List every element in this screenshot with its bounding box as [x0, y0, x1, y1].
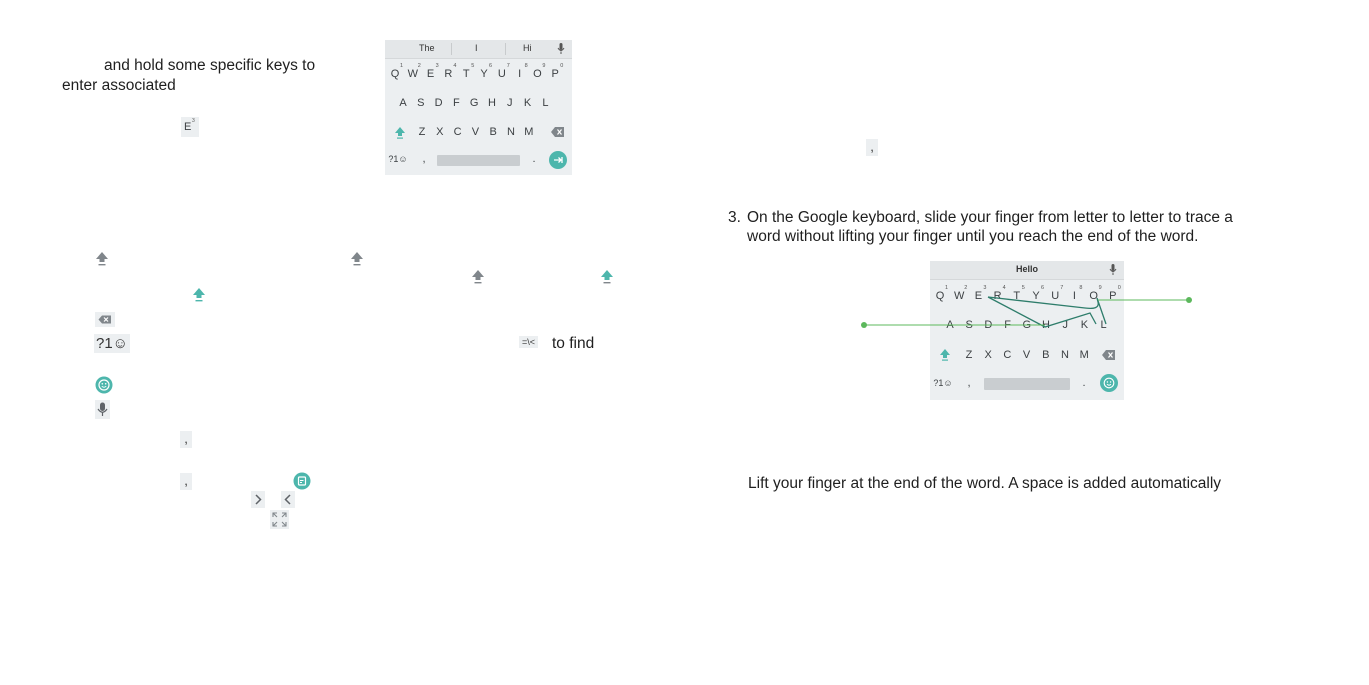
shift-gray-icon-3 — [471, 269, 485, 285]
key-c[interactable]: C — [1003, 349, 1012, 361]
chevron-right-icon — [251, 491, 265, 508]
comma-key-example-3: , — [866, 139, 878, 156]
key-b[interactable]: B — [489, 126, 497, 138]
gesture-trace-overlay — [850, 280, 1210, 340]
key-f[interactable]: F — [1004, 319, 1011, 331]
key-b[interactable]: B — [1042, 349, 1050, 361]
key-hint-q: 1 — [400, 63, 404, 69]
key-k[interactable]: K — [523, 97, 532, 109]
key-w[interactable]: W — [953, 290, 965, 302]
callout-dot-right — [1186, 297, 1192, 303]
key-u[interactable]: U — [1051, 290, 1060, 302]
shift-gray-icon-2 — [350, 251, 364, 267]
key-a[interactable]: A — [946, 319, 954, 331]
key-j[interactable]: J — [507, 97, 513, 109]
key-h[interactable]: H — [488, 97, 496, 109]
key-hint-i: 8 — [524, 63, 528, 69]
symbols-key-2[interactable]: ?1☺ — [933, 378, 953, 388]
period-key[interactable]: . — [532, 153, 536, 165]
e-key-example: E 3 — [181, 117, 199, 137]
key-g[interactable]: G — [469, 97, 479, 109]
keyboard-example-1 — [385, 40, 572, 175]
key-p[interactable]: P — [1109, 290, 1117, 302]
key-hint-e: 3 — [435, 63, 439, 69]
step-3-line-1: On the Google keyboard, slide your finger from letter to letter to trace a — [747, 209, 1233, 226]
symbols-page-key: =\< — [519, 336, 538, 348]
suggestion-bar-2 — [930, 261, 1124, 280]
key-i[interactable]: I — [1072, 290, 1076, 302]
key-hint-i: 8 — [1079, 285, 1083, 291]
key-f[interactable]: F — [453, 97, 460, 109]
intro-line-1: and hold some specific keys to — [104, 57, 316, 74]
symbols-key[interactable]: ?1☺ — [388, 154, 408, 164]
shift-gray-icon — [95, 251, 109, 267]
key-m[interactable]: M — [524, 126, 534, 138]
key-o[interactable]: O — [533, 68, 542, 80]
key-x[interactable]: X — [436, 126, 444, 138]
key-hint-y: 6 — [489, 63, 493, 69]
key-hint-o: 9 — [1098, 285, 1102, 291]
key-hint-w: 2 — [417, 63, 421, 69]
key-z[interactable]: Z — [965, 349, 973, 361]
key-hint-w: 2 — [964, 285, 968, 291]
key-o[interactable]: O — [1089, 290, 1098, 302]
mic-icon[interactable] — [557, 43, 565, 55]
key-t[interactable]: T — [1013, 290, 1021, 302]
key-m[interactable]: M — [1079, 349, 1089, 361]
suggestion-1[interactable]: The — [419, 43, 435, 53]
chevron-left-icon — [281, 491, 295, 508]
key-hint-p: 0 — [1117, 285, 1121, 291]
delete-key-icon — [95, 312, 115, 327]
symbols-key-example: ?1☺ — [96, 335, 128, 352]
key-hint-y: 6 — [1041, 285, 1045, 291]
key-v[interactable]: V — [1022, 349, 1031, 361]
key-s[interactable]: S — [965, 319, 973, 331]
comma-key[interactable]: , — [422, 153, 426, 165]
enter-icon[interactable] — [549, 151, 567, 169]
key-z[interactable]: Z — [418, 126, 426, 138]
key-hint-t: 5 — [1021, 285, 1025, 291]
key-x[interactable]: X — [984, 349, 992, 361]
key-k[interactable]: K — [1080, 319, 1089, 331]
shift-teal-icon — [600, 269, 614, 285]
key-c[interactable]: C — [453, 126, 462, 138]
expand-icon — [270, 510, 289, 529]
callout-dot-left — [861, 322, 867, 328]
key-hint-e: 3 — [983, 285, 987, 291]
suggestion-3[interactable]: Hi — [523, 43, 532, 53]
key-j[interactable]: J — [1062, 319, 1068, 331]
key-n[interactable]: N — [507, 126, 515, 138]
mic-icon-2[interactable] — [1109, 264, 1117, 276]
key-l[interactable]: L — [1100, 319, 1107, 331]
key-a[interactable]: A — [399, 97, 407, 109]
step-3-number: 3. — [728, 209, 741, 226]
key-t[interactable]: T — [462, 68, 470, 80]
intro-line-2: enter associated — [62, 77, 176, 94]
clipboard-icon — [293, 472, 311, 490]
spacebar-2[interactable] — [984, 378, 1070, 390]
key-s[interactable]: S — [417, 97, 425, 109]
comma-key-example-1: , — [180, 431, 192, 448]
key-hint-r: 4 — [1002, 285, 1006, 291]
key-r[interactable]: R — [993, 290, 1002, 302]
key-hint-p: 0 — [560, 63, 564, 69]
key-u[interactable]: U — [497, 68, 506, 80]
key-d[interactable]: D — [434, 97, 443, 109]
comma-key-example-2: , — [180, 473, 192, 490]
key-w[interactable]: W — [407, 68, 418, 80]
backspace-icon[interactable] — [551, 127, 564, 137]
spacebar[interactable] — [437, 155, 520, 166]
suggestion-hello[interactable]: Hello — [1016, 264, 1039, 274]
key-i[interactable]: I — [518, 68, 522, 80]
caps-lock-icon — [192, 287, 206, 303]
key-r[interactable]: R — [444, 68, 453, 80]
key-p[interactable]: P — [551, 68, 559, 80]
step-3-line-2: word without lifting your finger until you reach the end of the word. — [747, 228, 1199, 245]
key-q[interactable]: Q — [935, 290, 945, 302]
key-hint-u: 7 — [506, 63, 510, 69]
key-e[interactable]: E — [974, 290, 983, 302]
key-h[interactable]: H — [1042, 319, 1050, 331]
key-q[interactable]: Q — [390, 68, 400, 80]
key-hint-t: 5 — [471, 63, 475, 69]
key-y[interactable]: Y — [480, 68, 488, 80]
key-l[interactable]: L — [542, 97, 549, 109]
key-e[interactable]: E — [426, 68, 435, 80]
key-hint-o: 9 — [542, 63, 546, 69]
key-d[interactable]: D — [984, 319, 993, 331]
key-hint-r: 4 — [453, 63, 457, 69]
microphone-icon — [95, 400, 110, 419]
to-find-text: to find — [552, 335, 595, 352]
key-v[interactable]: V — [471, 126, 480, 138]
emoji-key-icon[interactable] — [1100, 374, 1118, 392]
emoji-icon — [95, 376, 113, 394]
gesture-trace-path — [988, 297, 1106, 327]
key-y[interactable]: Y — [1032, 290, 1040, 302]
key-hint-u: 7 — [1060, 285, 1064, 291]
key-n[interactable]: N — [1061, 349, 1069, 361]
suggestion-bar — [385, 40, 572, 59]
key-g[interactable]: G — [1022, 319, 1032, 331]
shift-icon-2[interactable] — [939, 348, 951, 361]
period-key-2[interactable]: . — [1082, 377, 1086, 389]
comma-key-2[interactable]: , — [967, 377, 971, 389]
suggestion-2[interactable]: I — [475, 43, 478, 53]
backspace-icon-2[interactable] — [1102, 350, 1115, 360]
key-hint-q: 1 — [945, 285, 949, 291]
shift-icon[interactable] — [394, 126, 406, 139]
lift-finger-text: Lift your finger at the end of the word. A space is added automatically — [748, 475, 1222, 492]
